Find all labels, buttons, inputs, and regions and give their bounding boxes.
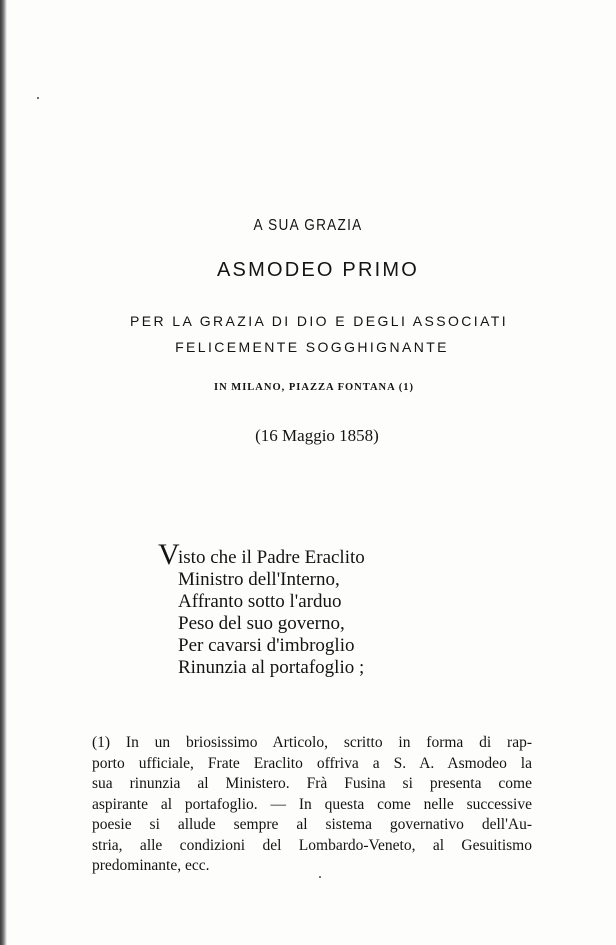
subtitle-line-2: FELICEMENTE SOGGHIGNANTE	[175, 339, 449, 355]
poem-line: Peso del suo governo,	[178, 613, 345, 634]
dedication-line: A SUA GRAZIA	[253, 217, 363, 234]
footnote-line: porto ufficiale, Frate Eraclito offriva a S. A. Asmodeo la	[92, 754, 532, 772]
poem-line: Per cavarsi d'imbroglio	[178, 635, 355, 656]
footnote-line: stria, alle condizioni del Lombardo-Veneto, al Gesuitismo	[92, 836, 532, 854]
page-binding-edge	[0, 0, 7, 945]
footnote-line: sua rinunzia al Ministero. Frà Fusina si presenta come	[92, 775, 532, 792]
paper-speck	[37, 97, 39, 99]
paper-speck	[319, 876, 321, 878]
subtitle-line-1: PER LA GRAZIA DI DIO E DEGLI ASSOCIATI	[129, 313, 509, 329]
poem-line: Affranto sotto l'arduo	[178, 591, 342, 612]
poem-stanza	[158, 538, 478, 679]
footnote	[92, 733, 532, 877]
poem-first-line-text: isto che il Padre Eraclito	[178, 547, 365, 568]
date-line: (16 Maggio 1858)	[255, 426, 379, 445]
location-line: IN MILANO, PIAZZA FONTANA (1)	[213, 382, 415, 393]
page-title: ASMODEO PRIMO	[217, 259, 419, 281]
footnote-line: aspirante al portafoglio. — In questa come nelle successive	[92, 795, 532, 813]
footnote-line: (1) In un briosissimo Articolo, scritto in forma di rap-	[92, 734, 532, 751]
footnote-line: poesie si allude sempre al sistema governativo dell'Au-	[92, 816, 532, 833]
poem-line	[158, 538, 478, 571]
poem-line: Ministro dell'Interno,	[178, 569, 340, 590]
footnote-line: predominante, ecc.	[92, 857, 210, 874]
poem-line: Rinunzia al portafoglio ;	[178, 657, 365, 678]
drop-cap: V	[158, 538, 180, 571]
